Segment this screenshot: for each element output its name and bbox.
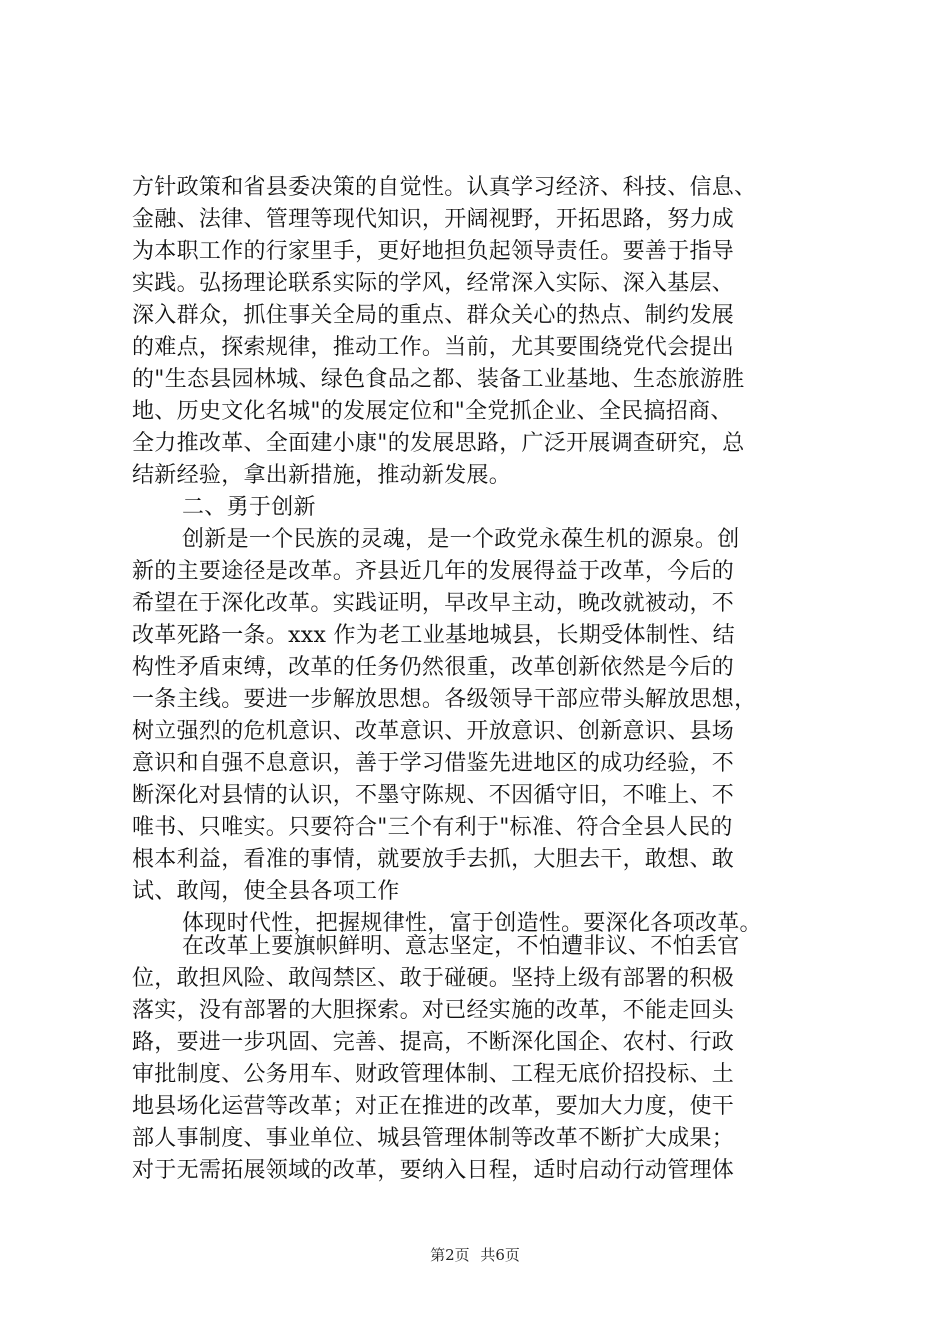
- text-line: 为本职工作的行家里手，更好地担负起领导责任。要善于指导: [132, 239, 735, 264]
- text-line: 创新是一个民族的灵魂，是一个政党永葆生机的源泉。创: [182, 527, 740, 552]
- text-line: 体现时代性，把握规律性，富于创造性。要深化各项改革。: [182, 911, 762, 936]
- page-number: 第2页: [430, 1246, 470, 1264]
- text-line: 实践。弘扬理论联系实际的学风，经常深入实际、深入基层、: [132, 271, 735, 296]
- text-line: 希望在于深化改革。实践证明，早改早主动，晚改就被动，不: [132, 591, 735, 616]
- text-line: 改革死路一条。xxx 作为老工业基地城县，长期受体制性、结: [132, 623, 735, 648]
- page-footer: [0, 1244, 950, 1265]
- text-line: 的难点，探索规律，推动工作。当前，尤其要围绕党代会提出: [132, 335, 735, 360]
- section-heading: 二、勇于创新: [182, 495, 316, 520]
- text-line: 试、敢闯，使全县各项工作: [132, 879, 400, 904]
- text-line: 新的主要途径是改革。齐县近几年的发展得益于改革，今后的: [132, 559, 735, 584]
- text-line: 位，敢担风险、敢闯禁区、敢于碰硬。坚持上级有部署的积极: [132, 966, 735, 991]
- text-line: 树立强烈的危机意识、改革意识、开放意识、创新意识、县场: [132, 719, 735, 744]
- text-line: 构性矛盾束缚，改革的任务仍然很重，改革创新依然是今后的: [132, 655, 735, 680]
- text-line: 全力推改革、全面建小康"的发展思路，广泛开展调查研究，总: [132, 431, 745, 456]
- text-line: 在改革上要旗帜鲜明、意志坚定，不怕遭非议、不怕丢官: [182, 934, 740, 959]
- text-line: 地县场化运营等改革；对正在推进的改革，要加大力度，使干: [132, 1094, 735, 1119]
- body-text-lower: [132, 931, 852, 1187]
- text-line: 的"生态县园林城、绿色食品之都、装备工业基地、生态旅游胜: [132, 367, 745, 392]
- text-line: 地、历史文化名城"的发展定位和"全党抓企业、全民搞招商、: [132, 399, 733, 424]
- text-line: 金融、法律、管理等现代知识，开阔视野，开拓思路，努力成: [132, 207, 735, 232]
- text-line: 方针政策和省县委决策的自觉性。认真学习经济、科技、信息、: [132, 175, 757, 200]
- text-line: 意识和自强不息意识，善于学习借鉴先进地区的成功经验，不: [132, 751, 735, 776]
- text-line: 一条主线。要进一步解放思想。各级领导干部应带头解放思想，: [132, 687, 757, 712]
- text-line: 根本利益，看准的事情，就要放手去抓，大胆去干，敢想、敢: [132, 847, 735, 872]
- text-line: 结新经验，拿出新措施，推动新发展。: [132, 463, 512, 488]
- text-line: 落实，没有部署的大胆探索。对已经实施的改革，不能走回头: [132, 998, 735, 1023]
- text-line: 对于无需拓展领域的改革，要纳入日程，适时启动行动管理体: [132, 1158, 735, 1183]
- text-line: 深入群众，抓住事关全局的重点、群众关心的热点、制约发展: [132, 303, 735, 328]
- text-line: 审批制度、公务用车、财政管理体制、工程无底价招投标、土: [132, 1062, 735, 1087]
- page-total: 共6页: [480, 1246, 520, 1264]
- body-text-upper: [132, 172, 852, 940]
- text-line: 断深化对县情的认识，不墨守陈规、不因循守旧，不唯上、不: [132, 783, 735, 808]
- text-line: 路，要进一步巩固、完善、提高，不断深化国企、农村、行政: [132, 1030, 735, 1055]
- text-line: 部人事制度、事业单位、城县管理体制等改革不断扩大成果；: [132, 1126, 735, 1151]
- text-line: 唯书、只唯实。只要符合"三个有利于"标准、符合全县人民的: [132, 815, 733, 840]
